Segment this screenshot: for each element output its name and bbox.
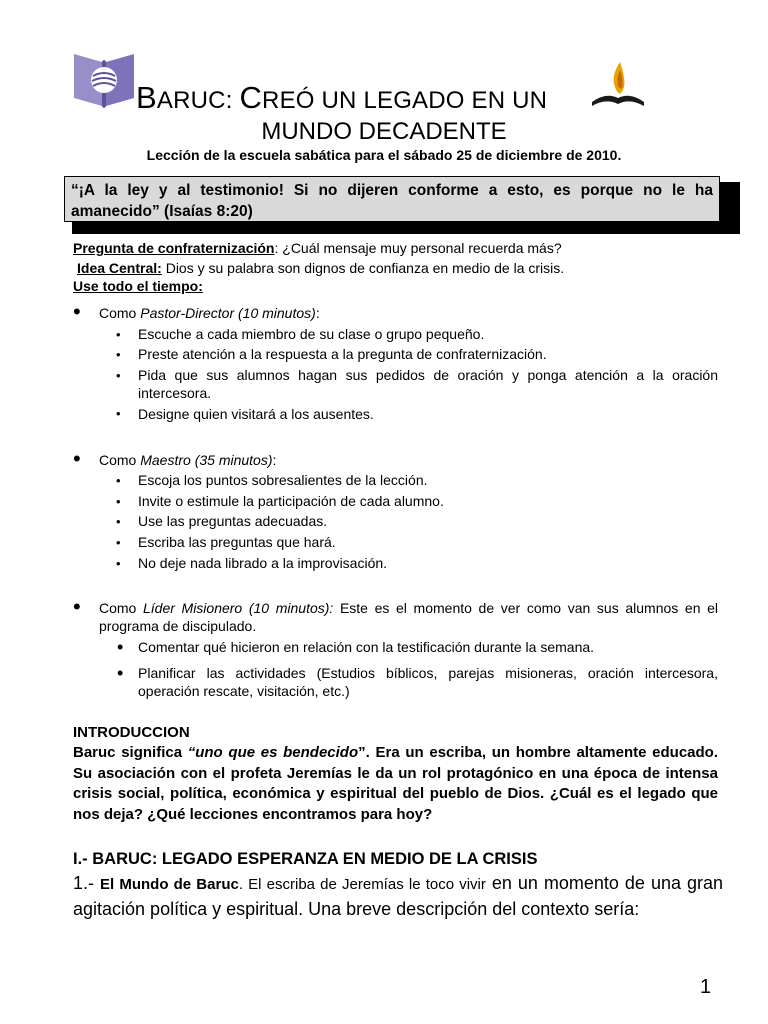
role-suffix: Este es el momento de ver como van sus alumnos en el programa de discipulado. [99,600,719,634]
introduccion-heading: INTRODUCCION [73,724,190,741]
bullet-role-2: • [73,446,81,471]
sub-bullet: • [117,637,124,657]
role-name: Pastor-Director (10 minutos) [140,305,316,321]
list-item: Designe quien visitará a los ausentes. [138,406,374,422]
title-part-2: REÓ UN LEGADO EN UN [262,87,548,114]
list-item: Escriba las preguntas que hará. [138,534,336,550]
list-item: Pida que sus alumnos hagan sus pedidos de oración y ponga atención a la oración intercesora. [138,367,718,401]
intro-text-start: Baruc significa [73,744,188,761]
intro-text-rest: ”. Era un escriba, un hombre altamente educado. Su asociación con el profeta Jeremías le da un rol protagónico en una época de intensa crisis social, política, económica y espiritual del pueblo de Dios. ¿Cuál es el legado que nos deja? ¿Qué lecciones encontramos para hoy? [73,744,718,823]
lesson-subtitle: Lección de la escuela sabática para el sábado 25 de diciembre de 2010. [146,147,622,163]
list-item: Invite o estimule la participación de cada alumno. [138,493,444,509]
sub-bullet: • [116,473,121,488]
section-1-small-text: . El escriba de Jeremías le toco vivir [238,876,486,893]
section-1-number: 1.- [73,873,100,893]
sub-bullet: • [116,368,121,383]
bullet-role-1: • [73,299,81,324]
role-name: Líder Misionero (10 minutos): [142,600,334,616]
title-initial-b: B [136,80,157,115]
use-label: Use todo el tiempo: [73,278,203,294]
section-1-heading: I.- BARUC: LEGADO ESPERANZA EN MEDIO DE LA CRISIS [73,850,538,868]
role-maestro-line [99,451,276,469]
role-prefix: Como [99,305,141,321]
idea-label: Idea Central: [77,260,162,276]
list-item: Preste atención a la respuesta a la pregunta de confraternización. [138,346,547,362]
title-initial-c: C [239,80,263,115]
title-line-1 [136,80,547,116]
section-1-paragraph [73,871,723,921]
sub-bullet: • [117,663,124,683]
title-line-2: MUNDO DECADENTE [261,118,507,145]
section-1-large-text: en un momento de una gran agitación política y espiritual. Una breve descripción del contexto sería: [73,873,723,919]
list-item: Use las preguntas adecuadas. [138,513,328,529]
scripture-quote: “¡A la ley y al testimonio! Si no dijeren conforme a esto, es porque no le ha amanecido” (Isaías 8:20) [64,176,720,222]
role-suffix: : [272,452,277,468]
introduccion-paragraph [73,743,718,825]
section-1-bold: El Mundo de Baruc [100,876,239,893]
list-item: Escuche a cada miembro de su clase o grupo pequeño. [138,326,485,342]
page-number: 1 [700,976,712,998]
sub-bullet: • [116,347,121,362]
role-prefix: Como [99,452,141,468]
sub-bullet: • [116,535,121,550]
role-suffix: : [315,305,320,321]
adventist-flame-emblem [590,58,646,110]
role-lider-line [99,599,718,635]
list-item: Planificar las actividades (Estudios bíblicos, parejas misioneras, oración intercesora, operación rescate, visitación, etc.) [138,665,718,699]
list-item: Comentar qué hicieron en relación con la testificación durante la semana. [138,639,595,655]
sub-bullet: • [116,406,121,421]
pregunta-line [73,239,562,257]
church-book-logo [72,50,136,110]
sub-bullet: • [116,327,121,342]
role-pastor-line [99,304,320,322]
sub-bullet: • [116,514,121,529]
use-todo-line [73,277,203,295]
list-item: Escoja los puntos sobresalientes de la lección. [138,472,428,488]
role-prefix: Como [99,600,143,616]
title-part-1: ARUC: [156,87,240,114]
sub-bullet: • [116,494,121,509]
bullet-role-3: • [73,594,81,619]
sub-bullet: • [116,556,121,571]
pregunta-text: : ¿Cuál mensaje muy personal recuerda más? [274,240,562,256]
intro-italic: “uno que es bendecido [187,744,359,761]
role-name: Maestro (35 minutos) [140,452,273,468]
pregunta-label: Pregunta de confraternización [73,240,275,256]
list-item: No deje nada librado a la improvisación. [138,555,388,571]
idea-central-line [73,259,564,277]
idea-text: Dios y su palabra son dignos de confianza en medio de la crisis. [161,260,565,276]
